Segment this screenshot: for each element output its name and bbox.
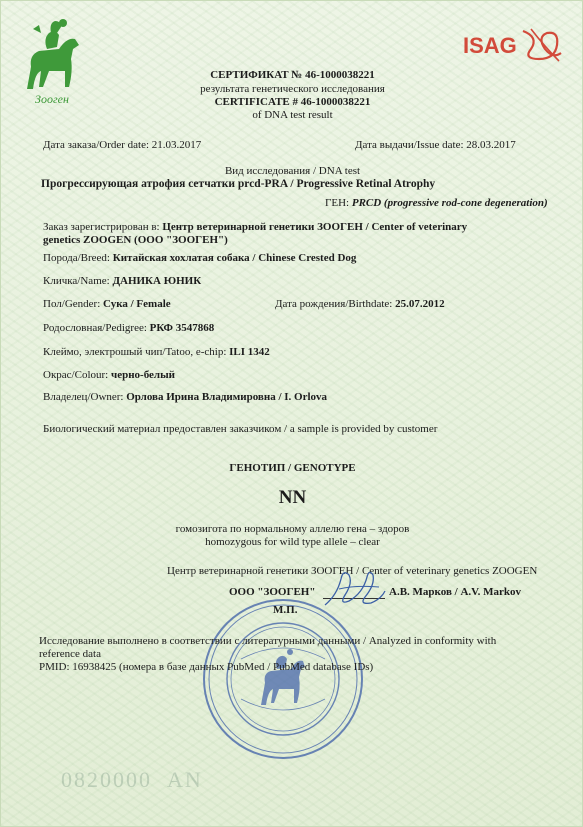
gene-line — [325, 197, 548, 210]
isag-logo-icon — [461, 23, 566, 65]
isag-text: ISAG — [463, 33, 517, 58]
pmid-line: PMID: 16938425 (номера в базе данных PubMed / PubMed database IDs) — [39, 661, 374, 673]
gene-value: PRCD (progressive rod-cone degeneration) — [351, 197, 548, 209]
gene-label: ГЕН: — [325, 197, 352, 209]
pedigree-value: РКФ 3547868 — [149, 322, 215, 334]
genotype-desc-ru: гомозигота по нормальному аллелю гена – здоров — [175, 523, 410, 535]
conformity-line-2: reference data — [39, 648, 101, 660]
order-date: Дата заказа/Order date: 21.03.2017 — [43, 139, 202, 151]
sample-note: Биологический материал предоставлен заказчиком / a sample is provided by customer — [43, 423, 438, 435]
logo-text: Зооген — [35, 92, 69, 106]
genotype-desc-en: homozygous for wild type allele – clear — [205, 536, 380, 548]
owner-value: Орлова Ирина Владимировна / I. Orlova — [126, 391, 328, 403]
registered-value-1: Центр ветеринарной генетики ЗООГЕН / Center of veterinary — [162, 221, 468, 233]
chip-label: Клеймо, электрошый чип/Tatoo, e-chip: — [43, 346, 230, 358]
breed-line — [43, 252, 356, 265]
registered-value-2: genetics ZOOGEN (ООО "ЗООГЕН") — [43, 234, 228, 246]
footer-signer: А.В. Марков / A.V. Markov — [389, 586, 522, 598]
colour-line — [43, 369, 175, 382]
gender-label: Пол/Gender: — [43, 298, 104, 310]
owner-label: Владелец/Owner: — [43, 391, 127, 403]
gender-line — [43, 298, 171, 311]
name-label: Кличка/Name: — [43, 275, 113, 287]
owner-line — [43, 391, 327, 404]
gender-value: Сука / Female — [103, 298, 171, 310]
birthdate-line — [275, 298, 445, 311]
name-line — [43, 275, 201, 288]
birthdate-value: 25.07.2012 — [395, 298, 445, 310]
registered-line-1 — [43, 221, 467, 234]
certificate-subtitle-ru: результата генетического исследования — [200, 83, 385, 95]
footer-center: Центр ветеринарной генетики ЗООГЕН / Center of veterinary genetics ZOOGEN — [167, 565, 538, 577]
genotype-heading: ГЕНОТИП / GENOTYPE — [229, 462, 356, 474]
certificate-title-en: CERTIFICATE # 46-1000038221 — [214, 96, 371, 108]
issue-date: Дата выдачи/Issue date: 28.03.2017 — [355, 139, 516, 151]
test-kind: Вид исследования / DNA test — [224, 165, 361, 177]
name-value: ДАНИКА ЮНИК — [112, 275, 202, 287]
breed-value: Китайская хохлатая собака / Chinese Crested Dog — [112, 252, 357, 264]
footer-org: ООО "ЗООГЕН" — [229, 586, 316, 598]
chip-value: ILI 1342 — [229, 346, 270, 358]
pedigree-line — [43, 322, 214, 335]
stamp-seal-icon — [201, 597, 366, 762]
conformity-line-1: Исследование выполнено в соответствии с литературными данными / Analyzed in conformity with — [39, 635, 497, 647]
stamp-mark: М.П. — [273, 604, 298, 616]
test-name: Прогрессирующая атрофия сетчатки prcd-PRA / Progressive Retinal Atrophy — [41, 178, 436, 190]
serial-watermark: 0820000 AN — [61, 767, 203, 792]
colour-label: Окрас/Colour: — [43, 369, 111, 381]
colour-value: черно-белый — [110, 369, 176, 381]
breed-label: Порода/Breed: — [43, 252, 113, 264]
genotype-value: NN — [278, 487, 307, 508]
birthdate-label: Дата рождения/Birthdate: — [275, 298, 396, 310]
certificate-subtitle-en: of DNA test result — [252, 109, 333, 121]
chip-line — [43, 346, 270, 359]
certificate-title-ru: СЕРТИФИКАТ № 46-1000038221 — [210, 69, 375, 81]
registered-label: Заказ зарегистрирован в: — [43, 221, 163, 233]
pedigree-label: Родословная/Pedigree: — [43, 322, 150, 334]
